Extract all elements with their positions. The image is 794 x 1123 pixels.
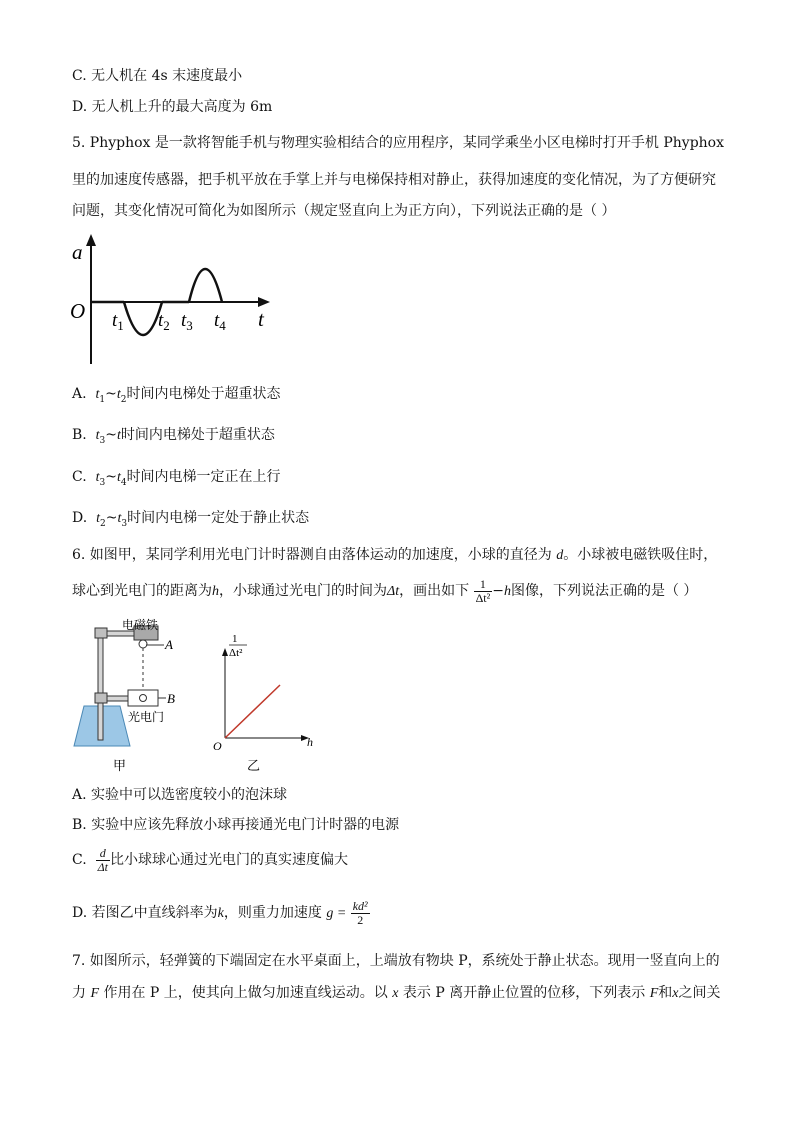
figure-jia-caption: 甲 xyxy=(113,759,127,774)
yi-x-label: h xyxy=(307,735,313,749)
yi-y-arrow xyxy=(222,648,228,656)
q5-origin-label: O xyxy=(70,299,86,323)
q5-t2-label: $t_2$ xyxy=(158,310,170,333)
yi-y-den: Δt² xyxy=(229,647,243,659)
upper-clamp xyxy=(95,628,107,638)
point-b-label: B xyxy=(167,691,175,706)
q6-stem-fraction: $\frac{1}{\text{Δt²}}$ xyxy=(475,576,491,605)
q6-option-c-fraction: $\frac{d}{\Delta t}$ xyxy=(97,845,108,874)
q6-option-d-fraction: $\frac{\text{kd²}}{2}$ xyxy=(352,898,368,927)
q5-t1-label: $t_1$ xyxy=(112,310,124,333)
q5-stem-line1: 5. Phyphox 是一款将智能手机与物理实验相结合的应用程序，某同学乘坐小区电梯时打开手机 Phyphox xyxy=(72,135,725,151)
lower-clamp xyxy=(95,693,107,703)
ball-at-a xyxy=(139,640,147,648)
q6-option-d: D. 若图乙中直线斜率为k，则重力加速度 g = $\frac{\text{kd²}}{2}$ xyxy=(72,898,368,927)
magnet-label: 电磁铁 xyxy=(122,618,159,632)
photogate-ball xyxy=(140,695,147,702)
q5-y-axis-arrow xyxy=(86,234,96,246)
q5-t3-label: $t_3$ xyxy=(181,310,193,333)
q7-stem-line1: 7. 如图所示，轻弹簧的下端固定在水平桌面上，上端放有物块 P，系统处于静止状态。现用一竖直向上的 xyxy=(72,953,720,969)
yi-data-line xyxy=(225,685,280,738)
q5-stem-line3: 问题，其变化情况可简化为如图所示（规定竖直向上为正方向），下列说法正确的是（ ） xyxy=(72,203,616,219)
q5-x-axis-arrow xyxy=(258,297,270,307)
q6-stem-line2: 球心到光电门的距离为h，小球通过光电门的时间为Δt，画出如下 $\frac{1}{\text{Δt²}}$ −h图像，下列说法正确的是（ ） xyxy=(72,576,698,605)
q4-option-c: C. 无人机在 4s 末速度最小 xyxy=(72,68,243,84)
q6-stem-line1: 6. 如图甲，某同学利用光电门计时器测自由落体运动的加速度，小球的直径为 d。小球被电磁铁吸住时， xyxy=(72,547,718,563)
q5-option-c: C. $t_3\sim t_4$时间内电梯一定正在上行 xyxy=(72,469,281,488)
q5-y-label: a xyxy=(72,240,83,264)
figure-yi-caption: 乙 xyxy=(247,759,261,774)
yi-origin: O xyxy=(213,739,222,753)
stand-pole xyxy=(98,630,103,740)
q7-stem-line2: 力 F 作用在 P 上，使其向上做匀加速直线运动。以 x 表示 P 离开静止位置的位移，下列表示 F和x之间关 xyxy=(72,985,721,1001)
yi-y-num: 1 xyxy=(232,633,238,645)
q6-option-b: B. 实验中应该先释放小球再接通光电门计时器的电源 xyxy=(72,817,400,833)
q6-option-c: C. $\frac{d}{\Delta t}$ 比小球球心通过光电门的真实速度偏大 xyxy=(72,845,348,874)
q5-option-d: D. $t_2\sim t_3$时间内电梯一定处于静止状态 xyxy=(72,510,310,529)
q5-option-b: B. $t_3\sim t$时间内电梯处于超重状态 xyxy=(72,427,275,446)
q5-x-label: t xyxy=(258,307,264,331)
q5-positive-hump xyxy=(189,269,222,302)
gate-label: 光电门 xyxy=(128,710,165,724)
q6-option-a: A. 实验中可以选密度较小的泡沫球 xyxy=(72,787,288,803)
q5-option-a: A. $t_1\sim t_2$时间内电梯处于超重状态 xyxy=(72,386,281,405)
q6-figure-yi xyxy=(205,630,325,776)
q6-figure-jia xyxy=(70,618,200,776)
q5-stem-line2: 里的加速度传感器，把手机平放在手掌上并与电梯保持相对静止，获得加速度的变化情况，为了方便研究 xyxy=(72,172,716,188)
q5-t4-label: $t_4$ xyxy=(214,310,226,333)
point-a-label: A xyxy=(165,637,173,652)
q5-acceleration-graph xyxy=(64,228,284,370)
q4-option-d: D. 无人机上升的最大高度为 6m xyxy=(72,99,273,115)
q5-negative-hump xyxy=(124,302,162,335)
